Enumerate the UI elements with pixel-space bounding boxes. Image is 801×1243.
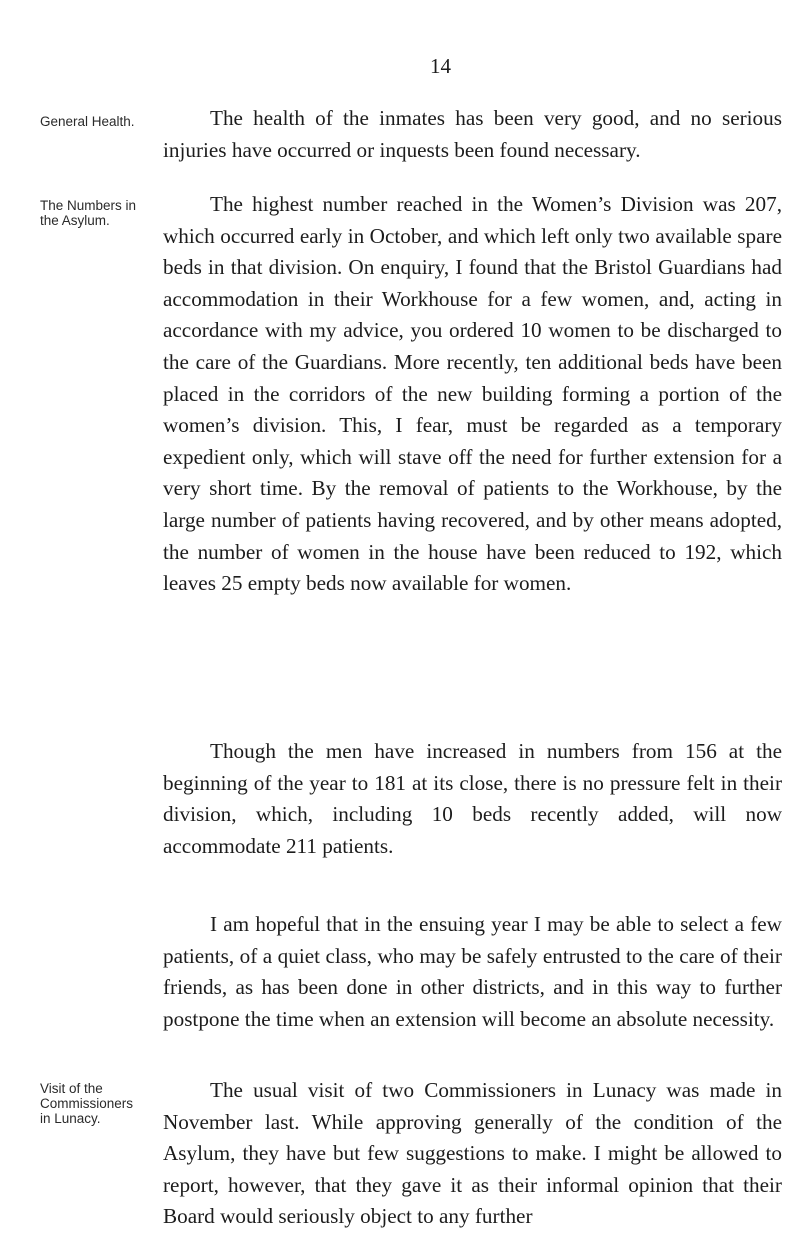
margin-note-commissioners-visit: Visit of the Commissioners in Lunacy. (40, 1081, 134, 1126)
paragraph-numbers-men: Though the men have increased in numbers from 156 at the beginning of the year to 181 at its close, there is no pressure felt in their division, which, including 10 beds recently added, will now accommodate 211 patients. (163, 739, 782, 858)
paragraph-commissioners-visit: The usual visit of two Commissioners in Lunacy was made in November last. While approving generally of the condition of the Asylum, they have but few suggestions to make. I might be allowed to report, however, that they gave it as their informal opinion that their Board would seriously object to any further (163, 1078, 782, 1229)
paragraph-numbers-hope: I am hopeful that in the ensuing year I may be able to select a few patients, of a quiet class, who may be safely entrusted to the care of their friends, as has been done in other districts, and in this way to further postpone the time when an extension will become an absolute necessity. (163, 912, 782, 1031)
margin-note-general-health: General Health. (40, 114, 135, 129)
paragraph-general-health: The health of the inmates has been very good, and no serious injuries have occurred or inquests been found necessary. (163, 106, 782, 162)
paragraph-numbers-women: The highest number reached in the Women’s Division was 207, which occurred early in October, and which left only two available spare beds in that division. On enquiry, I found that the Bristol Guardians had accommodation in their Workhouse for a few women, and, acting in accordance with my advice, you ordered 10 women to be discharged to the care of the Guardians. More recently, ten additional beds have been placed in the corridors of the new building forming a portion of the women’s division. This, I fear, must be regarded as a temporary expedient only, which will stave off the need for further extension for a very short time. By the removal of patients to the Workhouse, by the large number of patients having recovered, and by other means adopted, the number of women in the house have been reduced to 192, which leaves 25 empty beds now available for women. (163, 192, 782, 596)
page-number: 14 (430, 54, 451, 78)
margin-note-numbers-in-asylum: The Numbers in the Asylum. (40, 198, 137, 228)
